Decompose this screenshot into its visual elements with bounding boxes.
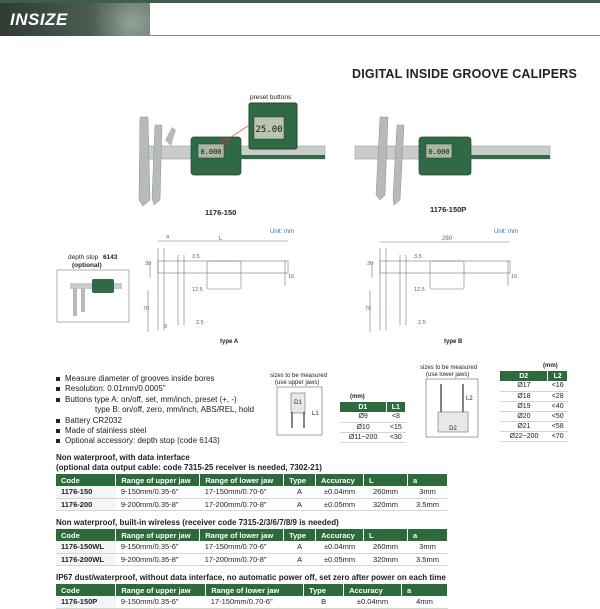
lower-header-d2: D2 [500, 371, 548, 381]
dim-70-b: 70 [365, 306, 372, 312]
dim-2-5-a: 2.5 [196, 320, 204, 326]
table-row: 1176-150 9-150mm/0.35-6" 17-150mm/0.70-6" A ±0.04mm 260mm 3mm [56, 486, 448, 498]
table-row: 1176-150P 9-150mm/0.35-6" 17-150mm/0.70-6" B ±0.04mm 4mm [56, 596, 448, 608]
label-d2: D2 [449, 426, 457, 432]
feature-item: Buttons type A: on/off, set, mm/inch, preset (+, -) [56, 395, 254, 405]
type-a-label: type A [220, 339, 239, 345]
label-d1: D1 [294, 400, 302, 406]
feature-list [56, 374, 254, 447]
upper-caption-1: sizes to be measured [270, 373, 328, 379]
table-row: Ø19 <40 [500, 401, 568, 411]
dim-30-a: 30 [145, 261, 152, 267]
lower-caption-1: sizes to be measured [420, 365, 478, 371]
drawing-type-b [370, 242, 510, 332]
depth-stop-code: 6143 [103, 254, 118, 261]
depth-stop-note: (optional) [72, 262, 102, 269]
lower-header-l2: L2 [548, 371, 568, 381]
display-left: 0.000 [200, 148, 222, 156]
dim-L: L [219, 236, 223, 242]
table-row: Ø17 <16 [500, 381, 568, 391]
table-row: Ø21 <58 [500, 421, 568, 431]
table-row: Ø11~200 <30 [340, 432, 406, 442]
feature-item: Optional accessory: depth stop (code 6143) [56, 436, 254, 446]
table-row: Ø9 <8 [340, 412, 406, 422]
dim-12-5-a: 12.5 [192, 287, 203, 293]
lower-jaw-diagram [426, 379, 478, 437]
drawing-type-a [148, 241, 288, 332]
table-row: Ø18 <28 [500, 391, 568, 401]
unit-a: Unit: mm [270, 229, 294, 235]
upper-header-d1: D1 [340, 402, 386, 412]
feature-item: Resolution: 0.01mm/0.0005" [56, 384, 254, 394]
display-zoom: 25.00 [255, 125, 283, 135]
lower-caption-2: (use lower jaws) [426, 372, 470, 378]
section-2-title: Non waterproof, built-in wireless (receiver code 7315-2/3/6/7/8/9 is needed) [56, 518, 339, 527]
dim-16-a: 16 [288, 274, 295, 280]
page-title: DIGITAL INSIDE GROOVE CALIPERS [352, 67, 578, 81]
dim-16-b: 16 [511, 274, 518, 280]
model-b-label: 1176-150P [430, 205, 467, 214]
dim-3-5-a: 3.5 [192, 254, 200, 260]
feature-item: Battery CR2032 [56, 416, 254, 426]
section-3-title: IP67 dust/waterproof, without data interface, no automatic power off, set zero after power on each time [56, 573, 446, 582]
table-row: Ø22~200 <70 [500, 431, 568, 441]
lower-jaw-table [500, 371, 568, 442]
upper-unit: (mm) [350, 394, 365, 400]
caliper-photo-b [355, 117, 550, 205]
dim-30-b: 30 [367, 261, 374, 267]
upper-jaw-diagram [277, 387, 322, 435]
dim-2-5-b: 2.5 [418, 320, 426, 326]
upper-caption-2: (use upper jaws) [275, 380, 320, 386]
dim-a-a: a [166, 234, 170, 240]
table-row: 1176-200 9-200mm/0.35-8" 17-200mm/0.70-8" A ±0.05mm 320mm 3.5mm [56, 498, 448, 510]
lower-unit: (mm) [543, 363, 558, 369]
model-a-label: 1176-150 [205, 208, 237, 217]
section-1-title: Non waterproof, with data interface (optional data output cable: code 7315-25 receiver is needed, 7302-21) [56, 453, 322, 472]
depth-stop-inset [57, 270, 129, 322]
feature-item: Made of stainless steel [56, 426, 254, 436]
feature-item: Measure diameter of grooves inside bores [56, 374, 254, 384]
table-row: Ø10 <15 [340, 422, 406, 432]
dim-3-5-b: 3.5 [414, 254, 422, 260]
dim-9-a: 9 [164, 324, 168, 330]
unit-b: Unit: mm [494, 229, 518, 235]
table-row: Ø20 <50 [500, 411, 568, 421]
table-row: 1176-150WL 9-150mm/0.35-6" 17-150mm/0.70-6" A ±0.04mm 260mm 3mm [56, 541, 448, 553]
dim-12-5-b: 12.5 [414, 287, 425, 293]
upper-jaw-table [340, 402, 406, 443]
type-b-label: type B [444, 339, 463, 345]
depth-stop-label: depth stop [68, 254, 99, 261]
logo-text: INSIZE [10, 10, 68, 29]
preset-buttons-label: preset buttons [250, 94, 292, 101]
dim-260: 260 [442, 236, 453, 242]
display-right: 0.000 [428, 148, 450, 156]
label-l2: L2 [466, 396, 473, 402]
dim-70-a: 70 [143, 306, 150, 312]
spec-table-3: Code Range of upper jaw Range of lower jaw Type Accuracy a 1176-150P 9-150mm/0.35-6" 17-150mm/0.70-6" B ±0.04mm 4mm [56, 584, 448, 609]
feature-item: type B: on/off, zero, mm/inch, ABS/REL, hold [95, 405, 255, 415]
table-row: 1176-200WL 9-200mm/0.35-8" 17-200mm/0.70-8" A ±0.05mm 320mm 3.5mm [56, 553, 448, 565]
upper-header-l1: L1 [386, 402, 405, 412]
spec-table-1: Code Range of upper jaw Range of lower jaw Type Accuracy L a 1176-150 9-150mm/0.35-6" 17-150mm/0.70-6" A ±0.04mm 260mm 3mm 1176-200 9-200mm/0.35-8" 17-200mm/0.70-8" A ±0.05mm 320mm 3.5mm [56, 474, 448, 511]
spec-table-2: Code Range of upper jaw Range of lower jaw Type Accuracy L a 1176-150WL 9-150mm/0.35-6" 17-150mm/0.70-6" A ±0.04mm 260mm 3mm 1176-200WL 9-200mm/0.35-8" 17-200mm/0.70-8" A ±0.05mm 320mm 3.5mm [56, 529, 448, 566]
label-l1: L1 [312, 411, 319, 417]
